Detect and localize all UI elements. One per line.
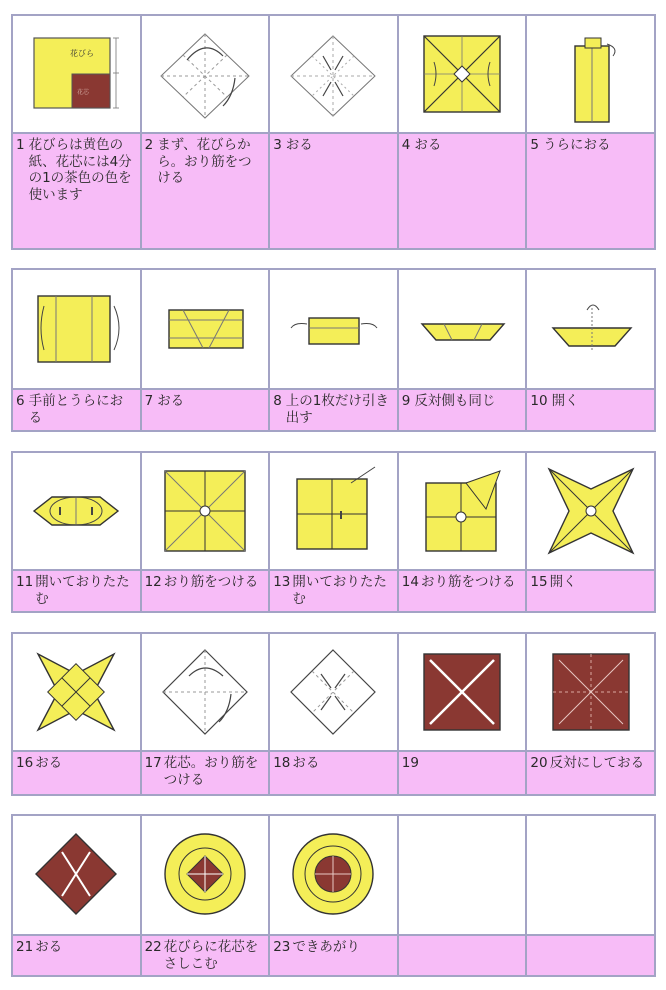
step-number: 20 <box>530 755 548 771</box>
step-number: 14 <box>401 574 419 590</box>
step-instruction: 開く <box>549 574 577 590</box>
paper-label-center: 花芯 <box>77 89 90 96</box>
step-cell-17 <box>142 634 269 794</box>
step-number: 7 <box>144 393 154 409</box>
step-cell-5 <box>527 16 654 248</box>
step-12-diagram <box>142 453 269 569</box>
step-instruction: おる <box>292 755 320 771</box>
step-cell-12 <box>142 453 269 611</box>
step-cell-4 <box>399 16 526 248</box>
step-number: 10 <box>530 393 548 409</box>
step-instruction: 開いておりたたむ <box>35 574 130 607</box>
step-block-4 <box>11 632 656 796</box>
step-instruction: おり筋をつける <box>163 574 259 590</box>
step-instruction: まず、花びらから。おり筋をつける <box>157 137 252 186</box>
step-instruction: 反対にしておる <box>549 755 645 771</box>
step-19-diagram <box>399 634 526 750</box>
step-cell-14 <box>399 453 526 611</box>
step-20-diagram <box>527 634 654 750</box>
step-15-diagram <box>527 453 654 569</box>
step-block-5 <box>11 814 656 977</box>
step-number: 17 <box>144 755 162 771</box>
step-cell-20 <box>527 634 654 794</box>
step-instruction: 花びらは黄色の紙、花芯には4分の1の茶色の色を使います <box>28 137 132 203</box>
step-cell-6 <box>13 270 140 430</box>
step-cell-13 <box>270 453 397 611</box>
paper-label-petal: 花びら <box>70 49 95 58</box>
step-number: 3 <box>273 137 282 153</box>
step-instruction: おる <box>157 393 185 409</box>
step-cell-7 <box>142 270 269 430</box>
step-cell-8 <box>270 270 397 430</box>
step-cell-10 <box>527 270 654 430</box>
step-14-diagram <box>399 453 526 569</box>
step-number: 6 <box>16 393 25 409</box>
step-3-diagram <box>270 16 397 132</box>
step-4-diagram <box>399 16 526 132</box>
step-number: 8 <box>273 393 282 409</box>
step-cell-1 <box>13 16 140 248</box>
step-instruction: 開く <box>551 393 579 409</box>
step-cell-18 <box>270 634 397 794</box>
step-cell-2 <box>142 16 269 248</box>
step-number: 12 <box>144 574 162 590</box>
step-cell-9 <box>399 270 526 430</box>
step-instruction: おる <box>35 755 63 771</box>
step-number: 13 <box>273 574 291 590</box>
empty-cell <box>399 816 526 975</box>
step-10-diagram <box>527 270 654 388</box>
step-number: 9 <box>401 393 411 409</box>
step-instruction <box>421 755 521 792</box>
step-instruction: 開いておりたたむ <box>292 574 387 607</box>
step-cell-15 <box>527 453 654 611</box>
step-number: 22 <box>144 939 162 955</box>
step-23-diagram <box>270 816 397 934</box>
step-cell-22 <box>142 816 269 975</box>
step-number: 4 <box>401 137 411 153</box>
step-cell-21 <box>13 816 140 975</box>
step-number: 16 <box>16 755 34 771</box>
step-instruction: 花びらに花芯をさしこむ <box>163 939 259 972</box>
step-block-3 <box>11 451 656 613</box>
step-instruction: うらにおる <box>542 137 611 153</box>
step-9-diagram <box>399 270 526 388</box>
step-number: 2 <box>144 137 154 153</box>
step-number: 11 <box>16 574 34 590</box>
step-number: 19 <box>401 755 419 771</box>
empty-cell <box>527 816 654 975</box>
step-cell-3 <box>270 16 397 248</box>
step-cell-11 <box>13 453 140 611</box>
step-instruction: 花芯。おり筋をつける <box>163 755 259 788</box>
step-number: 15 <box>530 574 548 590</box>
step-5-diagram <box>527 16 654 132</box>
step-instruction: おる <box>285 137 313 153</box>
step-17-diagram <box>142 634 269 750</box>
step-cell-16 <box>13 634 140 794</box>
step-13-diagram <box>270 453 397 569</box>
step-number: 18 <box>273 755 291 771</box>
step-instruction: おる <box>35 939 63 955</box>
step-1-diagram <box>13 16 140 132</box>
step-instruction: 上の1枚だけ引き出す <box>285 393 389 426</box>
step-number: 23 <box>273 939 291 955</box>
step-number: 21 <box>16 939 34 955</box>
step-8-diagram <box>270 270 397 388</box>
step-6-diagram <box>13 270 140 388</box>
step-instruction: できあがり <box>292 939 360 955</box>
step-21-diagram <box>13 816 140 934</box>
step-2-diagram <box>142 16 269 132</box>
step-number: 5 <box>530 137 539 153</box>
step-instruction: おる <box>414 137 442 153</box>
step-22-diagram <box>142 816 269 934</box>
step-block-2 <box>11 268 656 432</box>
step-number: 1 <box>16 137 25 153</box>
step-7-diagram <box>142 270 269 388</box>
step-instruction: 反対側も同じ <box>414 393 496 409</box>
step-cell-19 <box>399 634 526 794</box>
step-11-diagram <box>13 453 140 569</box>
step-18-diagram <box>270 634 397 750</box>
step-16-diagram <box>13 634 140 750</box>
step-block-1 <box>11 14 656 250</box>
step-instruction: 手前とうらにおる <box>28 393 124 426</box>
step-instruction: おり筋をつける <box>420 574 516 590</box>
step-cell-23 <box>270 816 397 975</box>
